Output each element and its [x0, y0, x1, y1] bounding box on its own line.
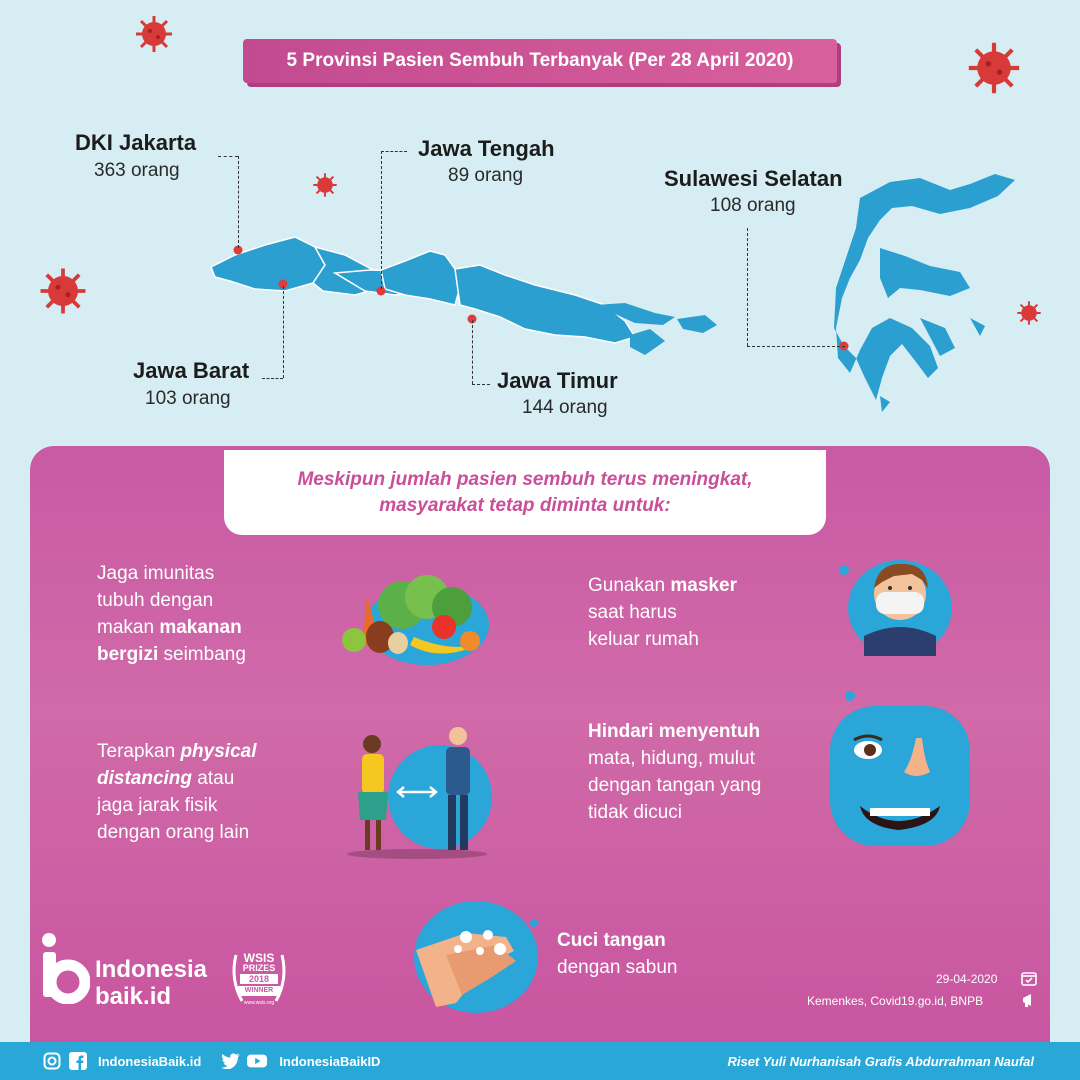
- province-count-dki-jakarta: 363 orang: [94, 160, 180, 181]
- instagram-icon[interactable]: [42, 1051, 62, 1071]
- face-icon: [828, 688, 973, 848]
- leader-line: [238, 156, 239, 248]
- leader-line: [472, 384, 490, 385]
- logo-text: Indonesia baik.id: [95, 956, 208, 1010]
- wsis-award-badge: WSIS PRIZES 2018 WINNER www.wsis.org: [228, 945, 290, 1013]
- leader-line: [472, 320, 473, 384]
- leader-line: [381, 151, 407, 152]
- leader-line: [747, 228, 748, 346]
- province-count-jawa-barat: 103 orang: [145, 388, 231, 409]
- virus-icon: [38, 266, 88, 316]
- megaphone-icon: [1021, 992, 1037, 1008]
- province-name-jawa-barat: Jawa Barat: [133, 358, 250, 383]
- province-name-dki-jakarta: DKI Jakarta: [75, 130, 197, 155]
- province-name-sulawesi-selatan: Sulawesi Selatan: [664, 166, 843, 191]
- sources-text: Kemenkes, Covid19.go.id, BNPB: [807, 994, 984, 1008]
- leader-line: [381, 151, 382, 289]
- virus-icon: [966, 40, 1022, 96]
- healthy-food-icon: [332, 565, 497, 665]
- handle-indonesiabaikid[interactable]: IndonesiaBaikID: [279, 1053, 381, 1069]
- page-title: 5 Provinsi Pasien Sembuh Terbanyak (Per 28 April 2020): [243, 39, 837, 83]
- leader-line: [747, 346, 845, 347]
- leader-line: [218, 156, 238, 157]
- youtube-icon[interactable]: [247, 1051, 267, 1071]
- sulawesi-map: [820, 168, 1030, 418]
- tip-touch: Hindari menyentuh mata, hidung, mulut dengan tangan yang tidak dicuci: [588, 721, 762, 823]
- handle-indonesiabaik-id[interactable]: IndonesiaBaik.id: [98, 1053, 202, 1069]
- virus-icon: [134, 14, 174, 54]
- virus-icon: [312, 172, 338, 198]
- handwashing-icon: [396, 895, 546, 1015]
- mask-person-icon: [834, 548, 952, 656]
- province-name-jawa-timur: Jawa Timur: [497, 368, 618, 393]
- calendar-icon: [1021, 970, 1037, 986]
- leader-line: [283, 286, 284, 378]
- tip-distance: Terapkan physical distancing atau jaga jarak fisik dengan orang lain: [97, 741, 257, 843]
- subtitle-box: [224, 450, 826, 535]
- tip-wash: Cuci tangan dengan sabun: [557, 930, 678, 978]
- subtitle-line-1: Meskipun jumlah pasien sembuh terus meningkat,: [297, 468, 753, 490]
- facebook-icon[interactable]: [68, 1051, 88, 1071]
- tip-mask: Gunakan masker saat harus keluar rumah: [588, 575, 737, 650]
- leader-line: [262, 378, 283, 379]
- tip-food: Jaga imunitas tubuh dengan makan makanan bergizi seimbang: [97, 563, 246, 665]
- footer-bar: [0, 1042, 1080, 1080]
- social-links: [42, 1042, 380, 1080]
- date-text: 29-04-2020: [936, 972, 998, 986]
- indonesiabaik-logo-icon: [40, 932, 90, 1004]
- credits-text: Riset Yuli Nurhanisah Grafis Abdurrahman Naufal: [727, 1053, 1034, 1069]
- province-count-sulawesi-selatan: 108 orang: [710, 195, 796, 216]
- province-name-jawa-tengah: Jawa Tengah: [418, 136, 555, 161]
- subtitle-line-2: masyarakat tetap diminta untuk:: [379, 494, 671, 516]
- physical-distancing-icon: [342, 722, 497, 862]
- twitter-icon[interactable]: [221, 1051, 241, 1071]
- province-count-jawa-tengah: 89 orang: [448, 165, 524, 186]
- province-count-jawa-timur: 144 orang: [522, 397, 608, 418]
